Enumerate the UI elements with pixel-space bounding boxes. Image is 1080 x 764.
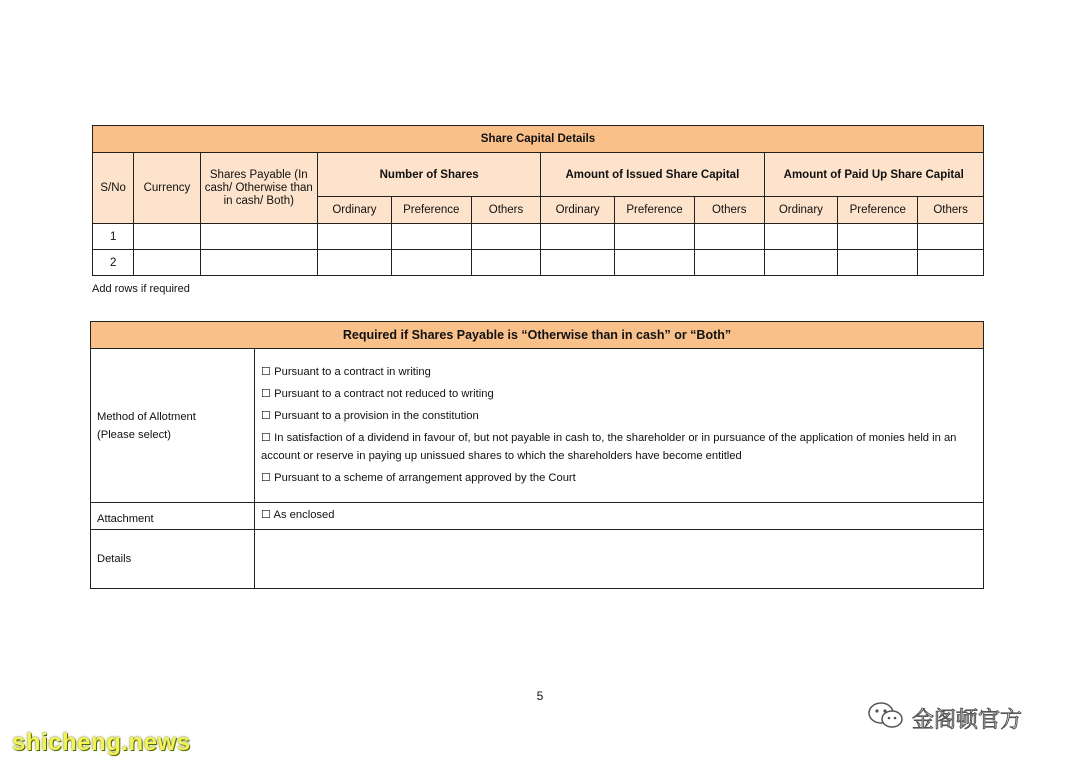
row-number: 1: [93, 224, 134, 250]
page-number: 5: [536, 689, 544, 703]
watermark-left: shicheng.news: [12, 729, 191, 756]
attachment-label: Attachment: [91, 503, 255, 530]
table-cell[interactable]: [134, 224, 200, 250]
preference-header: Preference: [615, 197, 695, 224]
ordinary-header: Ordinary: [764, 197, 838, 224]
table-cell[interactable]: [695, 224, 765, 250]
table-cell[interactable]: [764, 224, 838, 250]
table-cell[interactable]: [134, 250, 200, 276]
ordinary-header: Ordinary: [541, 197, 615, 224]
others-header: Others: [471, 197, 541, 224]
allotment-table: [90, 321, 984, 589]
row-number: 2: [93, 250, 134, 276]
details-field[interactable]: [255, 530, 984, 589]
method-label-line-2: (Please select): [97, 428, 171, 441]
add-rows-note: Add rows if required: [92, 283, 190, 295]
preference-header: Preference: [838, 197, 918, 224]
wechat-icon: [866, 700, 906, 737]
sno-header: S/No: [93, 153, 134, 224]
table-row: [93, 250, 984, 276]
table-cell[interactable]: [838, 224, 918, 250]
table-cell[interactable]: [541, 250, 615, 276]
option-provision-in-constitution[interactable]: ☐ Pursuant to a provision in the constitution: [261, 410, 479, 422]
preference-header: Preference: [391, 197, 471, 224]
method-options: [255, 349, 984, 503]
table-cell[interactable]: [615, 224, 695, 250]
others-header: Others: [695, 197, 765, 224]
option-contract-not-in-writing[interactable]: ☐ Pursuant to a contract not reduced to writing: [261, 388, 494, 400]
watermark-right-text: 金阁顿官方: [912, 707, 1023, 733]
option-contract-in-writing[interactable]: ☐ Pursuant to a contract in writing: [261, 366, 431, 378]
attachment-option[interactable]: ☐ As enclosed: [255, 503, 984, 530]
table-cell[interactable]: [695, 250, 765, 276]
table-cell[interactable]: [318, 224, 392, 250]
shares-payable-header: Shares Payable (In cash/ Otherwise than in cash/ Both): [200, 153, 318, 224]
table-cell[interactable]: [918, 224, 984, 250]
option-satisfaction-of-dividend[interactable]: ☐ In satisfaction of a dividend in favour of, but not payable in cash to, the shareholder or in pursuance of the application of monies held in an account or reserve in paying up unissued shares to which the shareholders have become entitled: [261, 432, 957, 462]
watermark-right: [866, 700, 1022, 736]
others-header: Others: [918, 197, 984, 224]
paid-up-capital-header: Amount of Paid Up Share Capital: [764, 153, 984, 197]
number-of-shares-header: Number of Shares: [318, 153, 541, 197]
table-row: [93, 224, 984, 250]
table-cell[interactable]: [918, 250, 984, 276]
issued-capital-header: Amount of Issued Share Capital: [541, 153, 764, 197]
table-cell[interactable]: [471, 250, 541, 276]
details-label: Details: [91, 530, 255, 589]
table-cell[interactable]: [318, 250, 392, 276]
table-cell[interactable]: [200, 224, 318, 250]
allotment-title: Required if Shares Payable is “Otherwise than in cash” or “Both”: [91, 322, 984, 349]
method-label-line-1: Method of Allotment: [97, 410, 196, 423]
table-cell[interactable]: [391, 224, 471, 250]
table-cell[interactable]: [541, 224, 615, 250]
share-capital-title: Share Capital Details: [93, 126, 984, 153]
method-of-allotment-label: [91, 349, 255, 503]
share-capital-table: [92, 125, 984, 276]
table-cell[interactable]: [471, 224, 541, 250]
table-cell[interactable]: [764, 250, 838, 276]
table-cell[interactable]: [615, 250, 695, 276]
ordinary-header: Ordinary: [318, 197, 392, 224]
option-scheme-of-arrangement[interactable]: ☐ Pursuant to a scheme of arrangement approved by the Court: [261, 472, 576, 484]
table-cell[interactable]: [838, 250, 918, 276]
table-cell[interactable]: [200, 250, 318, 276]
table-cell[interactable]: [391, 250, 471, 276]
currency-header: Currency: [134, 153, 200, 224]
